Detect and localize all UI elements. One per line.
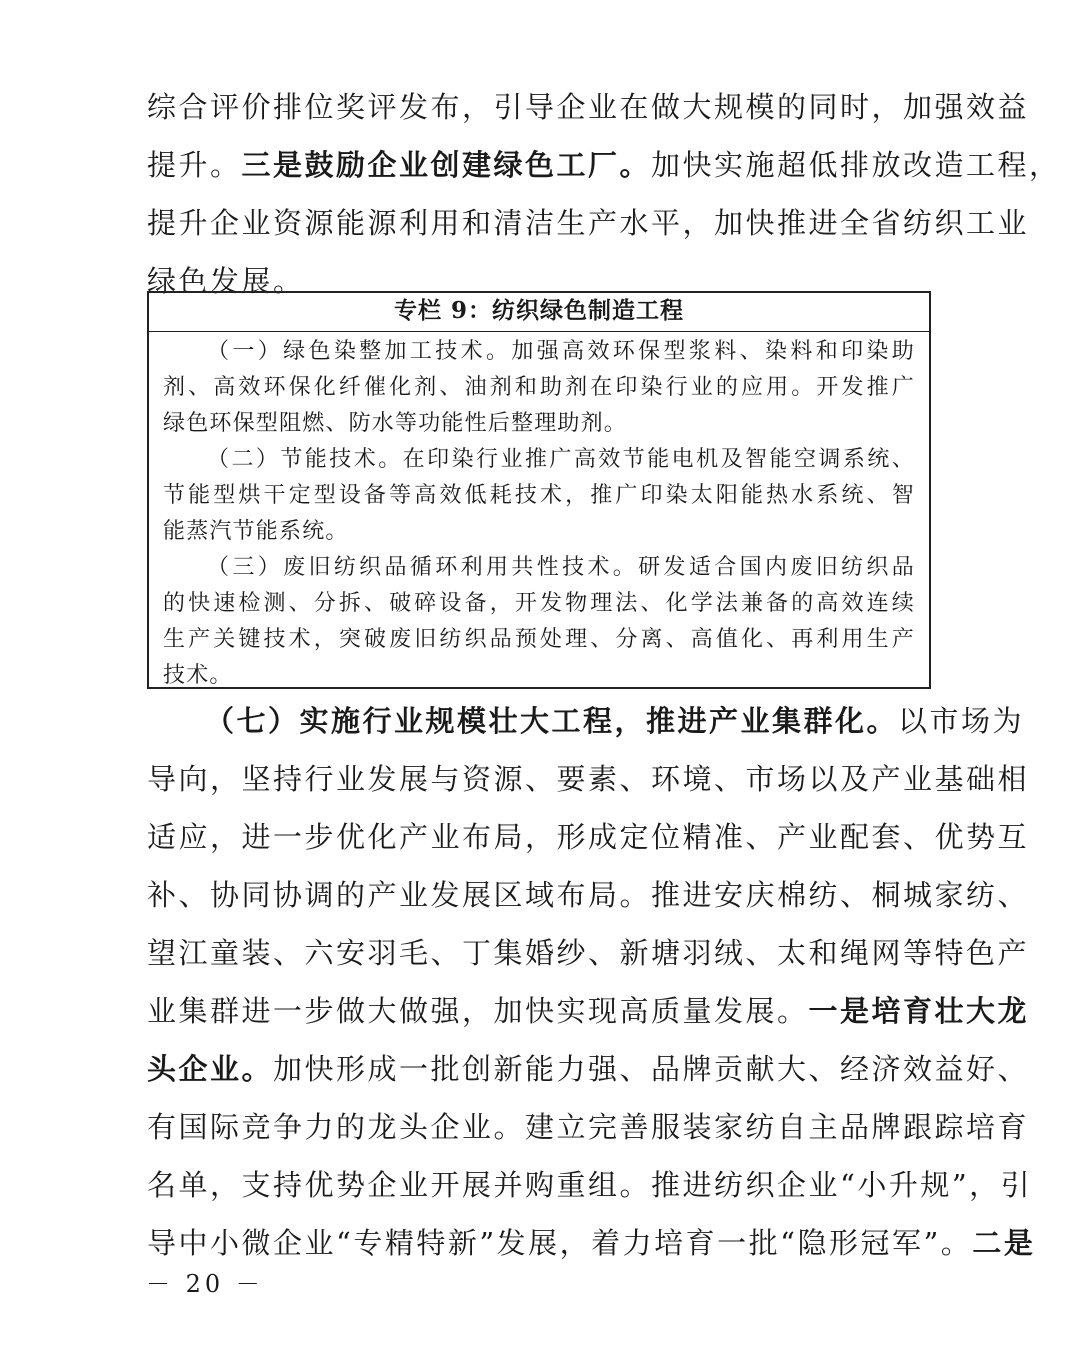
box-title: 专栏 9：纺织绿色制造工程 [149,293,929,332]
text-line: 有国际竞争力的龙头企业。建立完善服装家纺自主品牌跟踪培育 [147,1110,1030,1144]
box-line: 能蒸汽节能系统。 [163,519,349,544]
bold-heading-run: 头企业。 [147,1052,274,1086]
text-line: 名单，支持优势企业开展并购重组。推进纺织企业“小升规”，引 [147,1168,1033,1202]
text-run: 导中小微企业“专精特新”发展，着力培育一批“隐形冠军”。 [147,1226,973,1260]
sidebar-box-column-9 [147,291,931,689]
box-body [149,332,929,694]
box-line: （二）节能技术。在印染行业推广高效节能电机及智能空调系统、 [207,447,915,472]
text-line [147,692,1025,750]
bold-heading-run: 一是培育壮大龙 [808,994,1030,1028]
text-run: 以市场为 [898,704,1025,738]
text-line: 望江童装、六安羽毛、丁集婚纱、新塘羽绒、太和绳网等特色产 [147,936,1030,970]
box-line: 剂、高效环保化纤催化剂、油剂和助剂在印染行业的应用。开发推广 [163,375,915,400]
box-line: 节能型烘干定型设备等高效低耗技术，推广印染太阳能热水系统、智 [163,483,915,508]
text-line: 导向，坚持行业发展与资源、要素、环境、市场以及产业基础相 [147,762,1030,796]
text-line: 补、协同协调的产业发展区域布局。推进安庆棉纺、桐城家纺、 [147,878,1030,912]
text-line [147,1214,1036,1272]
text-run: 提升。 [147,148,242,182]
box-line: 技术。 [163,663,233,688]
box-line: （三）废旧纺织品循环利用共性技术。研发适合国内废旧纺织品 [207,555,915,580]
bold-heading-run: 二是 [972,1226,1036,1260]
bold-heading-run: 三是鼓励企业创建绿色工厂。 [241,148,652,182]
text-run: 业集群进一步做大做强，加快实现高质量发展。 [147,994,809,1028]
text-line: 绿色发展。 [147,264,305,298]
paragraph-green-factory [147,78,1061,310]
page-number: － 20 － [146,1270,264,1298]
text-run: 加快形成一批创新能力强、品牌贡献大、经济效益好、 [273,1052,1030,1086]
text-line: 综合评价排位奖评发布，引导企业在做大规模的同时，加强效益 [147,90,1030,124]
section-heading-run: （七）实施行业规模壮大工程，推进产业集群化。 [205,704,899,738]
box-line: 生产关键技术，突破废旧纺织品预处理、分离、高值化、再利用生产 [163,627,915,652]
text-line: 适应，进一步优化产业布局，形成定位精准、产业配套、优势互 [147,820,1030,854]
text-line [147,136,1061,194]
text-line: 提升企业资源能源利用和清洁生产水平，加快推进全省纺织工业 [147,206,1030,240]
text-line [147,1040,1030,1098]
box-line: 绿色环保型阻燃、防水等功能性后整理助剂。 [163,411,628,436]
text-line [147,982,1030,1040]
paragraph-industry-cluster [147,692,1036,1272]
text-run: 加快实施超低排放改造工程， [651,148,1061,182]
box-line: 的快速检测、分拆、破碎设备，开发物理法、化学法兼备的高效连续 [163,591,915,616]
box-line: （一）绿色染整加工技术。加强高效环保型浆料、染料和印染助 [207,339,915,364]
